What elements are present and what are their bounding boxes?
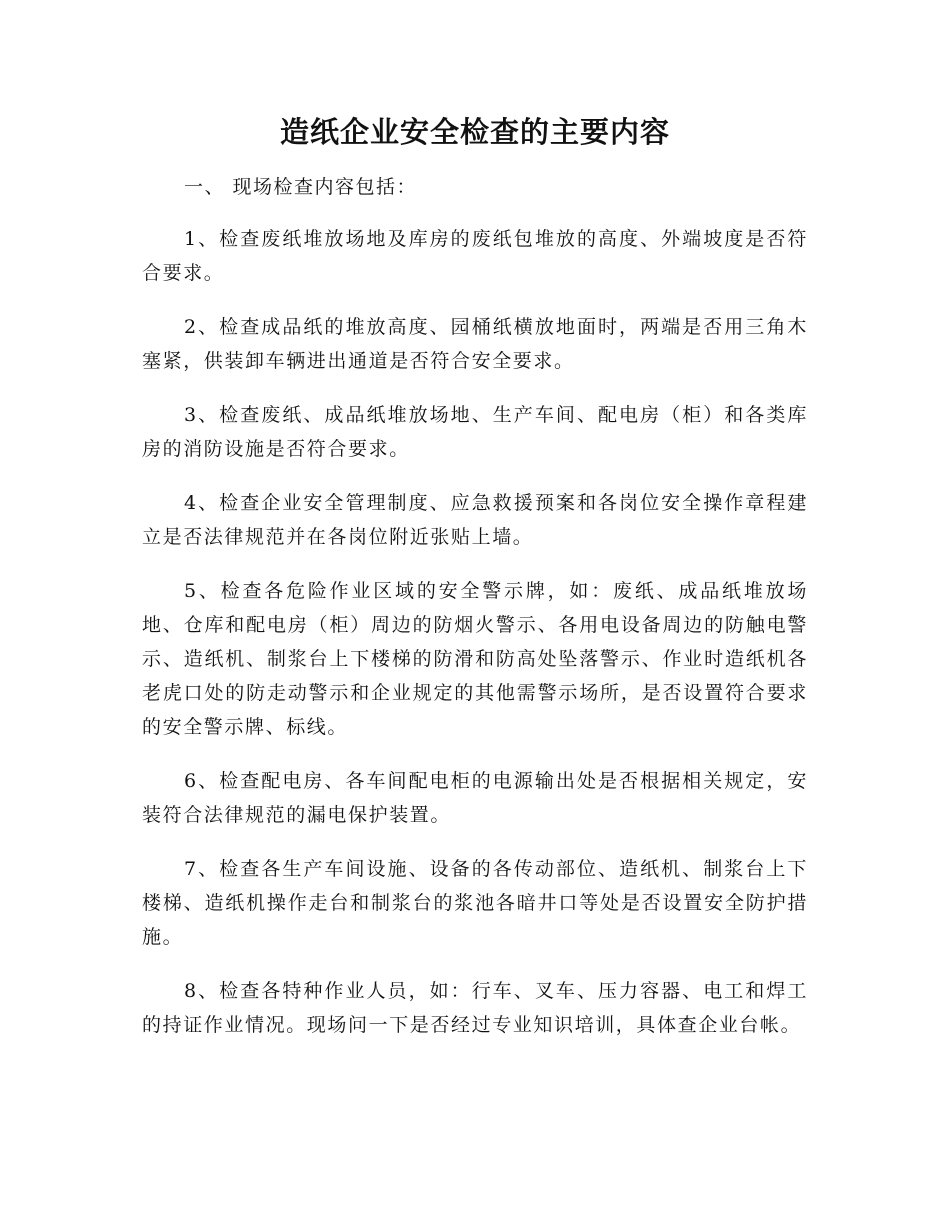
list-item: 1、检查废纸堆放场地及库房的废纸包堆放的高度、外端坡度是否符合要求。 [142,228,808,284]
list-item: 6、检查配电房、各车间配电柜的电源输出处是否根据相关规定，安装符合法律规范的漏电保护装置。 [142,770,808,826]
list-item: 5、检查各危险作业区域的安全警示牌，如：废纸、成品纸堆放场地、仓库和配电房（柜）周边的防烟火警示、各用电设备周边的防触电警示、造纸机、制浆台上下楼梯的防滑和防高处坠落警示、作业时造纸机各老虎口处的防走动警示和企业规定的其他需警示场所，是否设置符合要求的安全警示牌、标线。 [142,580,808,738]
section-heading: 一、 现场检查内容包括： [184,176,418,198]
list-item: 2、检查成品纸的堆放高度、园桶纸横放地面时，两端是否用三角木塞紧，供装卸车辆进出通道是否符合安全要求。 [142,316,808,372]
document-title: 造纸企业安全检查的主要内容 [279,115,670,149]
list-item: 3、检查废纸、成品纸堆放场地、生产车间、配电房（柜）和各类库房的消防设施是否符合要求。 [142,404,808,460]
list-item: 7、检查各生产车间设施、设备的各传动部位、造纸机、制浆台上下楼梯、造纸机操作走台和制浆台的浆池各暗井口等处是否设置安全防护措施。 [142,858,808,948]
list-item: 8、检查各特种作业人员，如：行车、叉车、压力容器、电工和焊工的持证作业情况。现场问一下是否经过专业知识培训，具体查企业台帐。 [142,980,808,1036]
list-item: 4、检查企业安全管理制度、应急救援预案和各岗位安全操作章程建立是否法律规范并在各岗位附近张贴上墙。 [142,492,808,548]
